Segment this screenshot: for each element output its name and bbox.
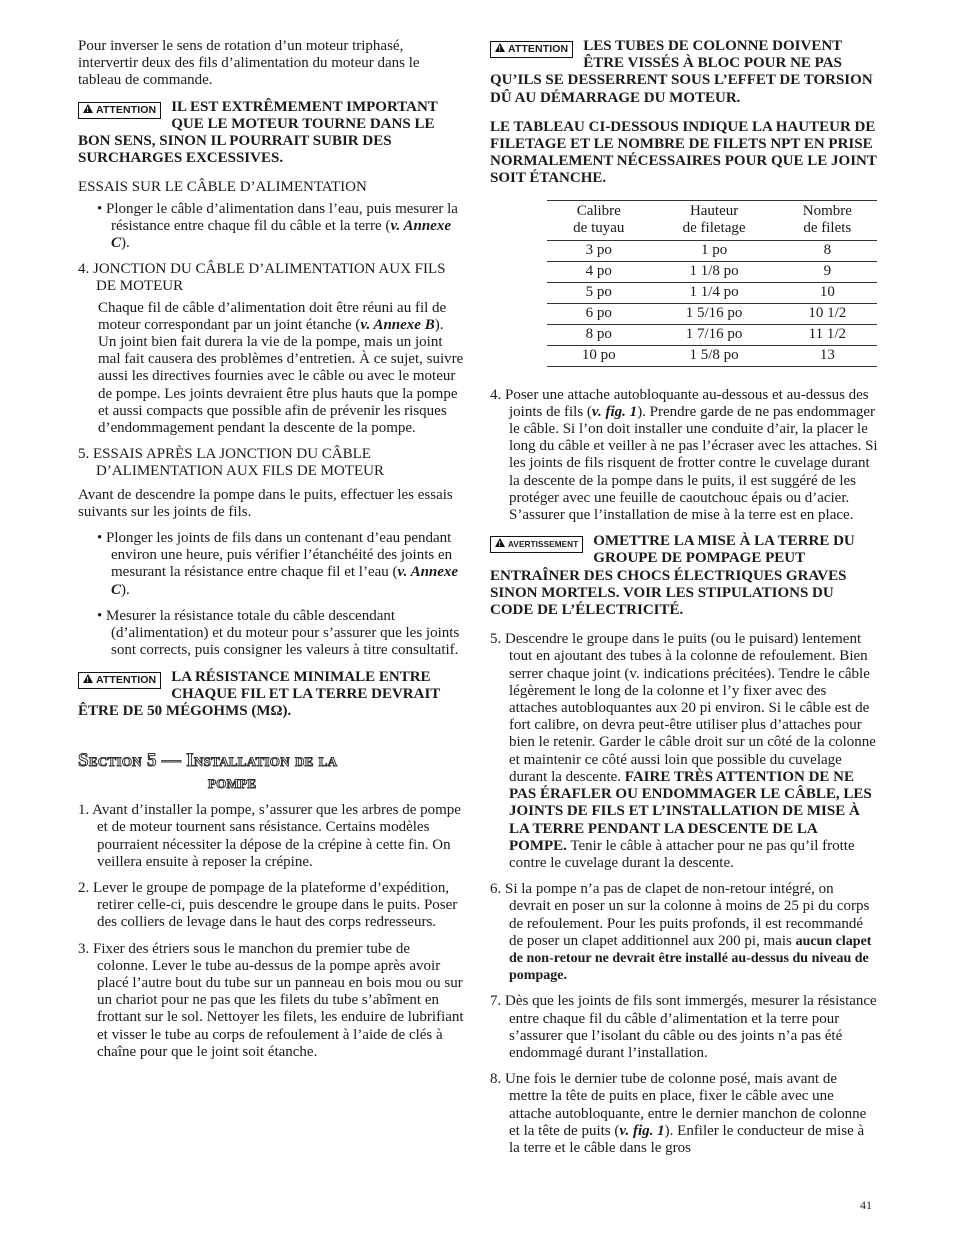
warning-triangle-icon [83, 104, 93, 113]
section-5-heading: Section 5 — Installation de la pompe [78, 750, 338, 794]
warning-triangle-icon [83, 674, 93, 683]
table-intro: LE TABLEAU CI-DESSOUS INDIQUE LA HAUTEUR DE FILETAGE ET LE NOMBRE DE FILETS NPT EN PRISE NORMALEMENT NÉCESSAIRES POUR QUE LE JOINT SOIT ÉTANCHE. [490, 118, 877, 187]
table-cell: 1 1/8 po [651, 261, 778, 282]
attention-warning-tubes: !ATTENTION LES TUBES DE COLONNE DOIVENT ÊTRE VISSÉS À BLOC POUR NE PAS QU’ILS SE DESSERRENT SOUS L’EFFET DE TORSION DÛ AU DÉMARRAGE DU MOTEUR. [490, 38, 878, 107]
page-number: 41 [860, 1198, 872, 1212]
right-column [490, 38, 878, 1157]
table-row [547, 240, 877, 261]
bullet-cable-test: • Plonger le câble d’alimentation dans l’eau, puis mesurer la résistance entre chaque fil du câble et la terre (v. Annexe C). [97, 200, 458, 252]
avertissement-warning-ground: !AVERTISSEMENT OMETTRE LA MISE À LA TERRE DU GROUPE DE POMPAGE PEUT ENTRAÎNER DES CHOCS ÉLECTRIQUES GRAVES SINON MORTELS. VOIR LES STIPULATIONS DU CODE DE L’ÉLECTRICITÉ. [490, 533, 878, 619]
step-3: 3. Fixer des étriers sous le manchon du premier tube de colonne. Lever le tube au-dessus de la pompe après avoir placé l’autre bout du tube sur un panneau en bois mou ou sur un chariot pour ne pas que les filets du tube s’abîment en frottant sur le sol. Nettoyer les filets, les enduire de lubrifiant et visser le tube au corps de refoulement à l’aide de clés à chaîne pour que le joint soit étanche. [78, 940, 464, 1060]
col-header-calibre: Calibre de tuyau [547, 200, 651, 240]
table-cell: 5 po [547, 282, 651, 303]
table-cell: 1 5/16 po [651, 303, 778, 324]
item5-intro: Avant de descendre la pompe dans le puits, effectuer les essais suivants sur les joints de fils. [78, 486, 453, 520]
table-row [547, 345, 877, 366]
item4-title: 4. JONCTION DU CÂBLE D’ALIMENTATION AUX FILS DE MOTEUR [78, 261, 446, 295]
table-cell: 10 po [547, 345, 651, 366]
table-row [547, 303, 877, 324]
table-cell: 8 [778, 240, 877, 261]
essais-title: ESSAIS SUR LE CÂBLE D’ALIMENTATION [78, 179, 367, 196]
attention-warning-rotation: !ATTENTION IL EST EXTRÊMEMENT IMPORTANT QUE LE MOTEUR TOURNE DANS LE BON SENS, SINON IL POURRAIT SUBIR DES SURCHARGES EXCESSIVES. [78, 99, 464, 168]
table-row [547, 282, 877, 303]
step-r6: 6. Si la pompe n’a pas de clapet de non-retour intégré, on devrait en poser un sur la colonne à moins de 25 pi du corps de refoulement. Pour les puits profonds, il est recommandé de poser un clapet additionnel aux 200 pi, mais aucun clapet de non-retour ne devrait être installé au-dessus du niveau de pompage. [490, 881, 872, 984]
table-cell: 1 po [651, 240, 778, 261]
attention-badge: !ATTENTION [78, 672, 161, 689]
step-r7: 7. Dès que les joints de fils sont immergés, mesurer la résistance entre chaque fil du câble d’alimentation et la terre pour s’assurer que l’isolant du câble ou des joints n’a pas été endommagé durant l’installation. [490, 993, 877, 1061]
table-cell: 6 po [547, 303, 651, 324]
avertissement-badge: !AVERTISSEMENT [490, 536, 583, 553]
table-cell: 1 7/16 po [651, 324, 778, 345]
warning-triangle-icon [495, 43, 505, 52]
bullet-joint-test: • Plonger les joints de fils dans un contenant d’eau pendant environ une heure, puis vérifier l’étanchéité des joints en mesurant la résistance entre chaque fil et l’eau (v. Annexe C). [97, 530, 459, 598]
item5-title: 5. ESSAIS APRÈS LA JONCTION DU CÂBLE D’ALIMENTATION AUX FILS DE MOTEUR [78, 446, 384, 480]
table-cell: 11 1/2 [778, 324, 877, 345]
thread-table [547, 200, 877, 367]
attention-badge: !ATTENTION [490, 41, 573, 58]
bullet-resistance-total: • Mesurer la résistance totale du câble descendant (d’alimentation) et du moteur pour s’assurer que les joints sont corrects, puis consigner les valeurs à titre consultatif. [97, 607, 460, 659]
warning-triangle-icon [495, 538, 505, 547]
attention-warning-resistance: !ATTENTION LA RÉSISTANCE MINIMALE ENTRE CHAQUE FIL ET LA TERRE DEVRAIT ÊTRE DE 50 MÉGOHMS (MΩ). [78, 669, 464, 721]
attention-badge: !ATTENTION [78, 102, 161, 119]
table-cell: 1 1/4 po [651, 282, 778, 303]
step-2: 2. Lever le groupe de pompage de la plateforme d’expédition, retirer celle-ci, puis descendre le groupe dans le puits. Poser des colliers de levage dans le haut des corps redresseurs. [78, 879, 458, 931]
left-column [78, 38, 464, 1070]
table-cell: 1 5/8 po [651, 345, 778, 366]
item4-body: Chaque fil de câble d’alimentation doit être réuni au fil de moteur correspondant par un joint étanche (v. Annexe B). Un joint bien fait durera la vie de la pompe, mais un joint mal fait causera des problèmes d’entretien. À ce sujet, suivre aussi les directives fournies avec le câble ou avec le moteur de pompe. Les joints devraient être plus hauts que la pompe et aussi compacts que possible afin de prévenir les risques d’endommagement pendant la descente de la pompe. [98, 299, 464, 437]
table-row [547, 261, 877, 282]
table-cell: 13 [778, 345, 877, 366]
col-header-hauteur: Hauteur de filetage [651, 200, 778, 240]
col-header-nombre: Nombre de filets [778, 200, 877, 240]
table-cell: 8 po [547, 324, 651, 345]
step-1: 1. Avant d’installer la pompe, s’assurer que les arbres de pompe et de moteur tournent sans résistance. Certains modèles pourraient nécessiter la dépose de la crépine à cette fin. On veillera ensuite à reposer la crépine. [78, 802, 461, 870]
table-cell: 10 1/2 [778, 303, 877, 324]
step-r5: 5. Descendre le groupe dans le puits (ou le puisard) lentement tout en ajoutant des tubes à la colonne de refoulement. Bien serrer chaque joint (v. indications précitées). Tendre le câble légèrement le long de la colonne et l’y fixer avec des attaches autobloquantes aux 20 pi environ. Si le câble est de fort calibre, on devra peut-être utiliser plus d’attaches pour bien le retenir. Garder le câble droit sur un côté de la colonne et maintenir ce côté aussi loin que possible du cuvelage durant la descente. FAIRE TRÈS ATTENTION DE NE PAS ÉRAFLER OU ENDOMMAGER LE CÂBLE, LES JOINTS DE FILS ET L’INSTALLATION DE MISE À LA TERRE PENDANT LA DESCENTE DE LA POMPE. Tenir le câble à attacher pour ne pas qu’il frotte contre le cuvelage durant la descente. [490, 631, 876, 871]
table-cell: 3 po [547, 240, 651, 261]
thread-table-body [547, 240, 877, 366]
table-cell: 4 po [547, 261, 651, 282]
table-row [547, 324, 877, 345]
step-r4: 4. Poser une attache autobloquante au-dessous et au-dessus des joints de fils (v. fig. 1). Prendre garde de ne pas endommager le câble. Si l’on doit installer une conduite d’air, la placer le long du câble et veiller à ne pas l’écraser avec les attaches. Si les joints de fils risquent de frotter contre le cuvelage durant la descente de la pompe dans le puits, il est suggéré de les protéger avec une feuille de caoutchouc épais ou d’acier. S’assurer que l’installation de mise à la terre est en place. [490, 386, 878, 524]
step-r8: 8. Une fois le dernier tube de colonne posé, mais avant de mettre la tête de puits en place, fixer le câble avec une attache autobloquante, entre le dernier manchon de colonne et la tête de puits (v. fig. 1). Enfiler le conducteur de mise à la terre et le câble dans le gros [490, 1071, 867, 1156]
table-cell: 9 [778, 261, 877, 282]
table-cell: 10 [778, 282, 877, 303]
intro-paragraph: Pour inverser le sens de rotation d’un moteur triphasé, intervertir deux des fils d’alimentation du moteur dans le tableau de commande. [78, 38, 420, 89]
